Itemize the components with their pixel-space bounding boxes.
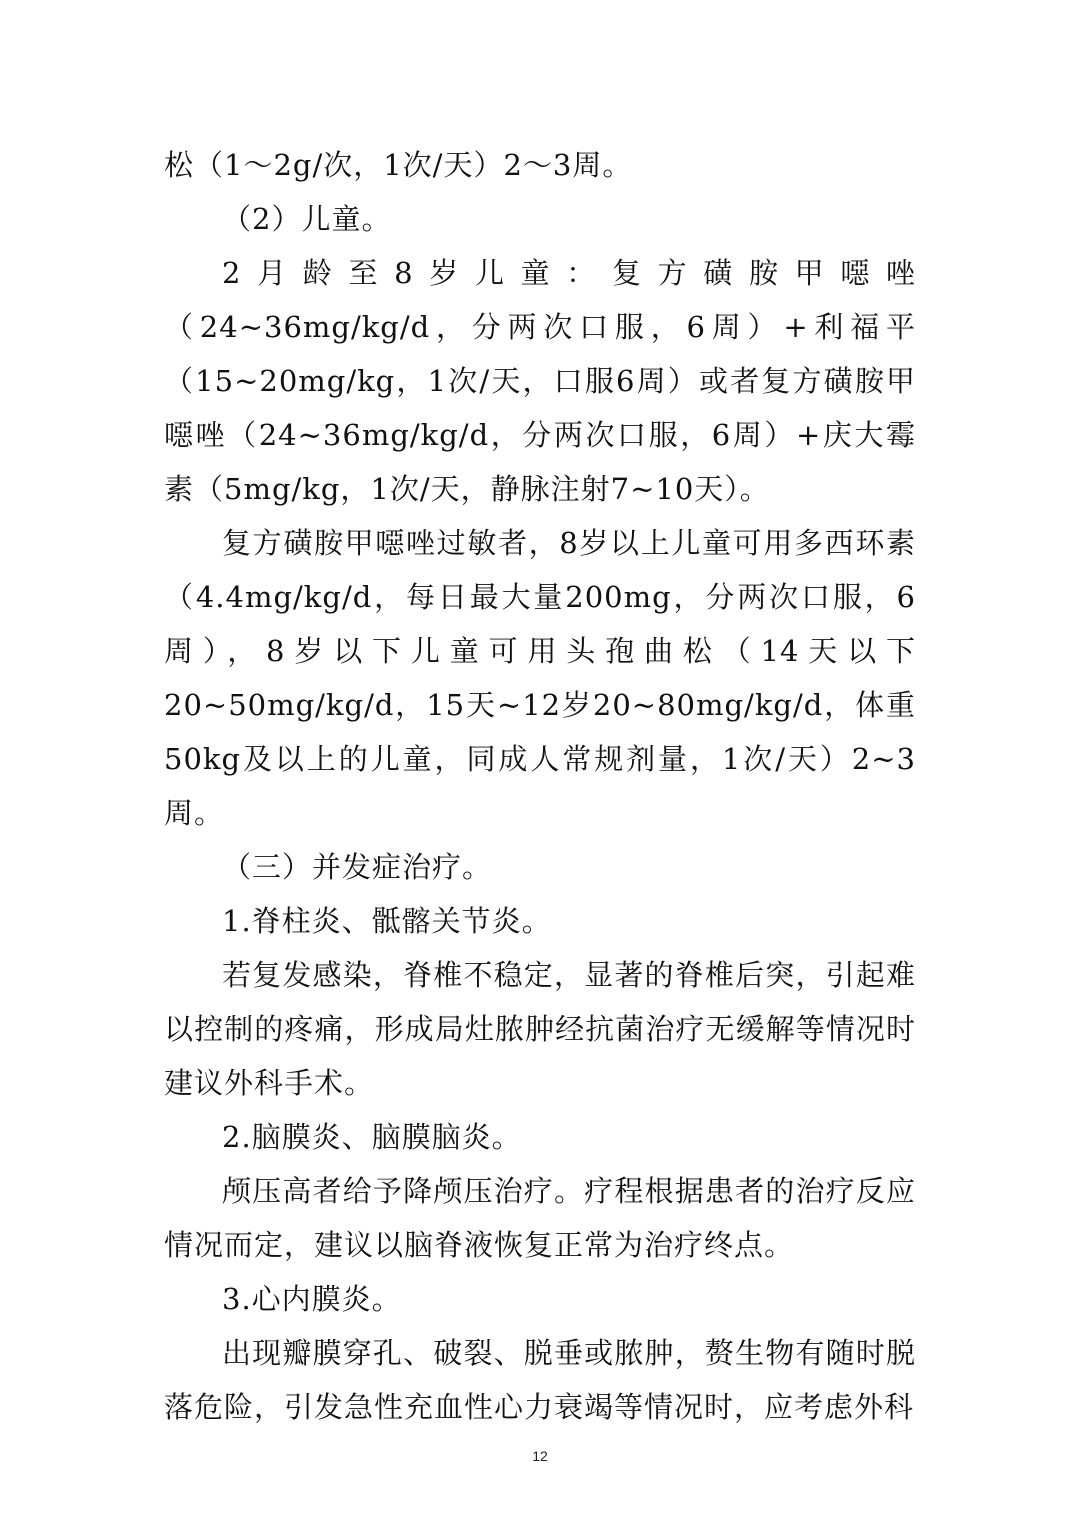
paragraph-continuation: 松（1～2g/次，1次/天）2～3周。 xyxy=(164,148,633,182)
paragraph-allergy-alternative: 复方磺胺甲噁唑过敏者，8岁以上儿童可用多西环素（4.4mg/kg/d，每日最大量200mg，分两次口服，6周），8岁以下儿童可用头孢曲松（14天以下20~50mg/kg/d，15天~12岁20~80mg/kg/d，体重50kg及以上的儿童，同成人常规剂量，1次/天）2~3周。 xyxy=(164,526,916,830)
body-text xyxy=(164,138,916,1434)
section-heading-children: （2）儿童。 xyxy=(222,202,392,236)
subheading-endocarditis: 3.心内膜炎。 xyxy=(222,1282,402,1316)
paragraph-spondylitis: 若复发感染，脊椎不稳定，显著的脊椎后突，引起难以控制的疼痛，形成局灶脓肿经抗菌治疗无缓解等情况时建议外科手术。 xyxy=(164,958,916,1100)
page-number: 12 xyxy=(532,1448,548,1464)
paragraph-meningitis: 颅压高者给予降颅压治疗。疗程根据患者的治疗反应情况而定，建议以脑脊液恢复正常为治疗终点。 xyxy=(164,1174,916,1262)
subheading-meningitis: 2.脑膜炎、脑膜脑炎。 xyxy=(222,1120,522,1154)
paragraph-children-regimen: 2月龄至8岁儿童：复方磺胺甲噁唑（24~36mg/kg/d，分两次口服，6周）+利福平（15~20mg/kg，1次/天，口服6周）或者复方磺胺甲噁唑（24~36mg/kg/d，分两次口服，6周）+庆大霉素（5mg/kg，1次/天，静脉注射7~10天）。 xyxy=(164,256,916,506)
paragraph-endocarditis: 出现瓣膜穿孔、破裂、脱垂或脓肿，赘生物有随时脱落危险，引发急性充血性心力衰竭等情况时，应考虑外科 xyxy=(164,1336,916,1424)
section-heading-complications: （三）并发症治疗。 xyxy=(222,850,493,884)
subheading-spondylitis: 1.脊柱炎、骶髂关节炎。 xyxy=(222,904,552,938)
